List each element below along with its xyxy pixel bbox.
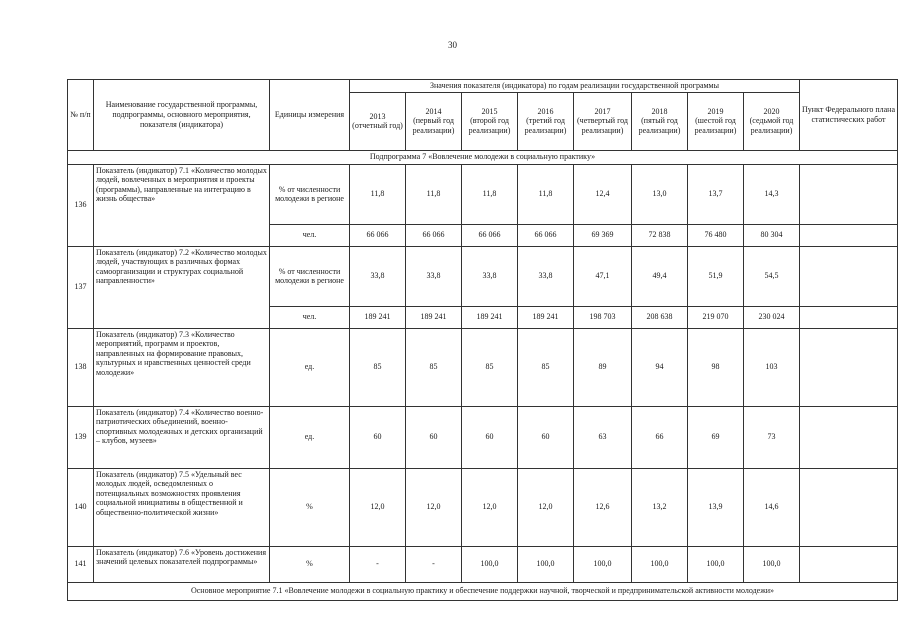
row-number: 136	[68, 164, 94, 246]
value-cell-2016: 189 241	[518, 306, 574, 328]
unit-cell: %	[270, 468, 350, 546]
value-cell-2015: 12,0	[462, 468, 518, 546]
value-cell-2017: 100,0	[574, 546, 632, 582]
value-cell-2020: 230 024	[744, 306, 800, 328]
value-cell-2016: 33,8	[518, 246, 574, 306]
unit-cell: ед.	[270, 328, 350, 406]
unit-cell: чел.	[270, 306, 350, 328]
value-cell-2020: 14,3	[744, 164, 800, 224]
value-cell-2020: 73	[744, 406, 800, 468]
indicator-name: Показатель (индикатор) 7.6 «Уровень достижения значений целевых показателей подпрограммы»	[94, 546, 270, 582]
value-cell-2018: 72 838	[632, 224, 688, 246]
value-cell-2013: 12,0	[350, 468, 406, 546]
stat-plan-cell	[800, 468, 898, 546]
header-year-2014	[406, 92, 462, 150]
stat-plan-cell	[800, 328, 898, 406]
value-cell-2020: 80 304	[744, 224, 800, 246]
header-units: Единицы измерения	[270, 80, 350, 151]
unit-cell: % от численности молодежи в регионе	[270, 246, 350, 306]
value-cell-2013: 33,8	[350, 246, 406, 306]
value-cell-2019: 76 480	[688, 224, 744, 246]
value-cell-2016: 100,0	[518, 546, 574, 582]
value-cell-2015: 66 066	[462, 224, 518, 246]
value-cell-2014: 66 066	[406, 224, 462, 246]
table-row	[68, 468, 898, 546]
indicator-name: Показатель (индикатор) 7.5 «Удельный вес молодых людей, осведомленных о потенциальных возможностях проявления социальной инициативы в общественной и общественно-политической жизни»	[94, 468, 270, 546]
stat-plan-cell	[800, 164, 898, 224]
value-cell-2019: 13,7	[688, 164, 744, 224]
unit-cell: % от численности молодежи в регионе	[270, 164, 350, 224]
value-cell-2016: 60	[518, 406, 574, 468]
value-cell-2015: 100,0	[462, 546, 518, 582]
indicators-table	[67, 79, 898, 601]
value-cell-2015: 189 241	[462, 306, 518, 328]
unit-cell: ед.	[270, 406, 350, 468]
value-cell-2017: 69 369	[574, 224, 632, 246]
main-activity-row: Основное мероприятие 7.1 «Вовлечение молодежи в социальную практику и обеспечение поддержки научной, творческой и предпринимательской активности молодежи»	[68, 582, 898, 600]
stat-plan-cell	[800, 246, 898, 306]
value-cell-2013: 189 241	[350, 306, 406, 328]
value-cell-2020: 54,5	[744, 246, 800, 306]
indicator-name: Показатель (индикатор) 7.2 «Количество молодых людей, участвующих в различных формах самоорганизации и структурах социальной направленности»	[94, 246, 270, 328]
value-cell-2013: -	[350, 546, 406, 582]
value-cell-2017: 47,1	[574, 246, 632, 306]
header-year-value: 2020	[763, 106, 780, 116]
stat-plan-cell	[800, 406, 898, 468]
value-cell-2019: 69	[688, 406, 744, 468]
header-year-note: (первый год реализации)	[412, 116, 455, 135]
header-year-value: 2015	[481, 106, 498, 116]
value-cell-2018: 13,0	[632, 164, 688, 224]
indicator-name: Показатель (индикатор) 7.1 «Количество молодых людей, вовлеченных в мероприятия и проекты (программы), направленные на интеграцию в жизнь общества»	[94, 164, 270, 246]
header-year-2016	[518, 92, 574, 150]
value-cell-2020: 103	[744, 328, 800, 406]
value-cell-2017: 12,4	[574, 164, 632, 224]
header-year-2018	[632, 92, 688, 150]
header-year-note: (шестой год реализации)	[694, 116, 737, 135]
value-cell-2014: -	[406, 546, 462, 582]
value-cell-2015: 11,8	[462, 164, 518, 224]
table-row	[68, 246, 898, 306]
header-year-value: 2013	[369, 111, 386, 121]
subprogram-title: Подпрограмма 7 «Вовлечение молодежи в социальную практику»	[68, 150, 898, 164]
value-cell-2020: 100,0	[744, 546, 800, 582]
header-year-2020	[744, 92, 800, 150]
row-number: 138	[68, 328, 94, 406]
value-cell-2014: 33,8	[406, 246, 462, 306]
header-year-note: (третий год реализации)	[524, 116, 567, 135]
value-cell-2019: 13,9	[688, 468, 744, 546]
table-row	[68, 328, 898, 406]
value-cell-2018: 208 638	[632, 306, 688, 328]
value-cell-2014: 85	[406, 328, 462, 406]
header-year-value: 2019	[707, 106, 724, 116]
value-cell-2014: 11,8	[406, 164, 462, 224]
indicator-name: Показатель (индикатор) 7.3 «Количество мероприятий, программ и проектов, направленных на формирование правовых, культурных и нравственных ценностей среди молодежи»	[94, 328, 270, 406]
value-cell-2016: 12,0	[518, 468, 574, 546]
header-year-note: (седьмой год реализации)	[749, 116, 794, 135]
value-cell-2014: 60	[406, 406, 462, 468]
table-row	[68, 406, 898, 468]
header-year-note: (пятый год реализации)	[638, 116, 681, 135]
header-year-2013	[350, 92, 406, 150]
indicator-name: Показатель (индикатор) 7.4 «Количество военно-патриотических объединений, военно-спортивных молодежных и детских организаций – клубов, музеев»	[94, 406, 270, 468]
value-cell-2019: 219 070	[688, 306, 744, 328]
row-number: 141	[68, 546, 94, 582]
stat-plan-cell	[800, 306, 898, 328]
header-year-value: 2018	[651, 106, 668, 116]
value-cell-2018: 94	[632, 328, 688, 406]
value-cell-2019: 98	[688, 328, 744, 406]
table-row	[68, 546, 898, 582]
value-cell-2017: 89	[574, 328, 632, 406]
header-year-value: 2014	[425, 106, 442, 116]
value-cell-2014: 12,0	[406, 468, 462, 546]
header-year-value: 2017	[594, 106, 611, 116]
header-values: Значения показателя (индикатора) по годам реализации государственной программы	[350, 80, 800, 93]
header-year-2017	[574, 92, 632, 150]
header-year-note: (второй год реализации)	[468, 116, 511, 135]
value-cell-2017: 198 703	[574, 306, 632, 328]
stat-plan-cell	[800, 546, 898, 582]
value-cell-2016: 66 066	[518, 224, 574, 246]
value-cell-2020: 14,6	[744, 468, 800, 546]
header-no: № п/п	[68, 80, 94, 151]
value-cell-2013: 11,8	[350, 164, 406, 224]
page-number: 30	[448, 40, 457, 50]
row-number: 140	[68, 468, 94, 546]
header-year-2015	[462, 92, 518, 150]
table-row	[68, 164, 898, 224]
value-cell-2015: 33,8	[462, 246, 518, 306]
unit-cell: %	[270, 546, 350, 582]
value-cell-2018: 66	[632, 406, 688, 468]
header-name: Наименование государственной программы, подпрограммы, основного мероприятия, показателя (индикатора)	[94, 80, 270, 151]
value-cell-2016: 11,8	[518, 164, 574, 224]
value-cell-2014: 189 241	[406, 306, 462, 328]
value-cell-2013: 66 066	[350, 224, 406, 246]
value-cell-2017: 63	[574, 406, 632, 468]
unit-cell: чел.	[270, 224, 350, 246]
row-number: 139	[68, 406, 94, 468]
value-cell-2016: 85	[518, 328, 574, 406]
value-cell-2015: 85	[462, 328, 518, 406]
header-year-value: 2016	[537, 106, 554, 116]
value-cell-2018: 100,0	[632, 546, 688, 582]
stat-plan-cell	[800, 224, 898, 246]
value-cell-2018: 49,4	[632, 246, 688, 306]
row-number: 137	[68, 246, 94, 328]
value-cell-2019: 100,0	[688, 546, 744, 582]
value-cell-2017: 12,6	[574, 468, 632, 546]
header-year-2019	[688, 92, 744, 150]
value-cell-2013: 60	[350, 406, 406, 468]
header-year-note: (четвертый год реализации)	[577, 116, 628, 135]
value-cell-2018: 13,2	[632, 468, 688, 546]
value-cell-2013: 85	[350, 328, 406, 406]
value-cell-2015: 60	[462, 406, 518, 468]
header-stat-plan: Пункт Федерального плана статистических работ	[800, 80, 898, 151]
value-cell-2019: 51,9	[688, 246, 744, 306]
header-year-note: (отчетный год)	[352, 121, 403, 131]
